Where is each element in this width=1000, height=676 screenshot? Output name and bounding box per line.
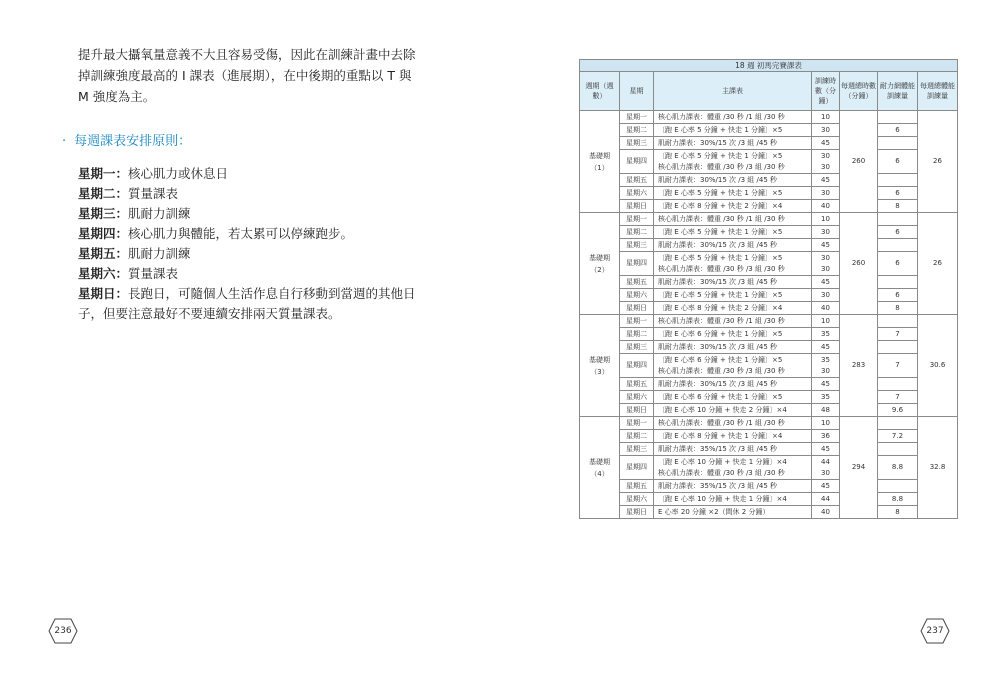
main-cell — [654, 213, 812, 226]
minutes-cell — [812, 404, 840, 417]
main-cell — [654, 252, 812, 276]
minutes-line: 30 — [821, 188, 830, 197]
section-title: · 每週課表安排原則： — [62, 131, 418, 152]
intro-paragraph: 提升最大攝氧量意義不大且容易受傷，因此在訓練計畫中去除掉訓練強度最高的 I 課表（進展期），在中後期的重點以 T 與 M 強度為主。 — [78, 47, 416, 104]
minutes-cell — [812, 213, 840, 226]
day-text: 長跑日，可隨個人生活作息自行移動到當週的其他日子，但要注意最好不要連續安排兩天質量課表。 — [78, 286, 416, 321]
day-cell: 星期四 — [620, 354, 654, 378]
day-cell: 星期四 — [620, 150, 654, 174]
weekly-minutes-cell: 294 — [840, 417, 878, 519]
weekly-load-cell: 26 — [918, 213, 958, 315]
main-line: 〔跑 E 心率 5 分鐘 + 快走 1 分鐘〕×5 — [658, 188, 783, 197]
day-cell: 星期日 — [620, 506, 654, 519]
minutes-line: 44 — [821, 457, 830, 466]
main-cell — [654, 506, 812, 519]
minutes-cell — [812, 289, 840, 302]
minutes-cell — [812, 150, 840, 174]
minutes-line: 40 — [821, 507, 830, 516]
minutes-line: 45 — [821, 444, 830, 453]
day-label: 星期五： — [78, 246, 129, 261]
day-cell: 星期五 — [620, 174, 654, 187]
minutes-line: 10 — [821, 214, 830, 223]
period-label: 基礎期 — [589, 253, 610, 262]
header-weekly-load: 每週總體能訓練量 — [918, 72, 958, 111]
main-cell — [654, 289, 812, 302]
day-label: 星期四： — [78, 226, 129, 241]
minutes-cell — [812, 137, 840, 150]
minutes-cell — [812, 417, 840, 430]
table-row — [580, 239, 958, 252]
day-text: 質量課表 — [128, 266, 179, 281]
minutes-cell — [812, 187, 840, 200]
main-line: 核心肌力課表：體重 /30 秒 /1 組 /30 秒 — [658, 316, 785, 325]
main-line: 〔跑 E 心率 8 分鐘 + 快走 2 分鐘〕×4 — [658, 303, 783, 312]
marathon-training-table — [579, 59, 958, 519]
table-row — [580, 506, 958, 519]
page-number-right: 237 — [920, 618, 950, 644]
main-cell — [654, 341, 812, 354]
minutes-cell — [812, 378, 840, 391]
minutes-cell — [812, 506, 840, 519]
endurance-cell — [878, 378, 918, 391]
endurance-cell — [878, 111, 918, 124]
minutes-cell — [812, 456, 840, 480]
endurance-cell: 6 — [878, 187, 918, 200]
day-cell: 星期日 — [620, 302, 654, 315]
table-row — [580, 341, 958, 354]
minutes-line: 10 — [821, 316, 830, 325]
minutes-line: 30 — [821, 227, 830, 236]
minutes-cell — [812, 391, 840, 404]
day-cell: 星期二 — [620, 226, 654, 239]
main-line: 肌耐力課表：30%/15 次 /3 組 /45 秒 — [658, 175, 778, 184]
day-item — [78, 264, 418, 284]
day-item — [78, 204, 418, 224]
day-text: 質量課表 — [128, 186, 179, 201]
weekly-minutes-cell: 260 — [840, 111, 878, 213]
minutes-line: 45 — [821, 342, 830, 351]
minutes-line: 44 — [821, 494, 830, 503]
day-cell: 星期一 — [620, 417, 654, 430]
table-row — [580, 417, 958, 430]
table-row — [580, 124, 958, 137]
period-label: 基礎期 — [589, 355, 610, 364]
day-cell: 星期二 — [620, 328, 654, 341]
main-cell — [654, 391, 812, 404]
period-cell — [580, 213, 620, 315]
day-cell: 星期五 — [620, 378, 654, 391]
main-cell — [654, 124, 812, 137]
day-cell: 星期六 — [620, 187, 654, 200]
minutes-cell — [812, 480, 840, 493]
minutes-line: 45 — [821, 175, 830, 184]
minutes-cell — [812, 328, 840, 341]
minutes-line: 35 — [821, 329, 830, 338]
table-row — [580, 328, 958, 341]
day-label: 星期六： — [78, 266, 129, 281]
day-item — [78, 164, 418, 184]
minutes-line: 30 — [821, 264, 830, 273]
day-cell: 星期三 — [620, 137, 654, 150]
weekly-minutes-cell: 260 — [840, 213, 878, 315]
table-row — [580, 137, 958, 150]
period-cell — [580, 417, 620, 519]
day-item — [78, 224, 418, 244]
main-line: 核心肌力課表：體重 /30 秒 /3 組 /30 秒 — [658, 468, 785, 477]
main-line: 〔跑 E 心率 5 分鐘 + 快走 1 分鐘〕×5 — [658, 227, 783, 236]
minutes-cell — [812, 124, 840, 137]
endurance-cell — [878, 137, 918, 150]
minutes-line: 30 — [821, 468, 830, 477]
endurance-cell: 7.2 — [878, 430, 918, 443]
main-line: 〔跑 E 心率 5 分鐘 + 快走 1 分鐘〕×5 — [658, 151, 783, 160]
main-cell — [654, 417, 812, 430]
weekly-minutes-cell: 283 — [840, 315, 878, 417]
endurance-cell: 6 — [878, 226, 918, 239]
minutes-line: 30 — [821, 151, 830, 160]
endurance-cell — [878, 443, 918, 456]
main-cell — [654, 226, 812, 239]
main-cell — [654, 187, 812, 200]
table-row — [580, 443, 958, 456]
minutes-line: 45 — [821, 481, 830, 490]
table-caption: 18 週 初馬完賽課表 — [580, 60, 958, 72]
main-line: 肌耐力課表：30%/15 次 /3 組 /45 秒 — [658, 138, 778, 147]
day-cell: 星期六 — [620, 493, 654, 506]
main-line: 〔跑 E 心率 5 分鐘 + 快走 1 分鐘〕×5 — [658, 125, 783, 134]
day-cell: 星期一 — [620, 315, 654, 328]
page-number-left: 236 — [48, 618, 78, 644]
day-item — [78, 244, 418, 264]
minutes-cell — [812, 276, 840, 289]
main-line: 核心肌力課表：體重 /30 秒 /1 組 /30 秒 — [658, 112, 785, 121]
table-row — [580, 174, 958, 187]
minutes-line: 40 — [821, 201, 830, 210]
day-cell: 星期三 — [620, 341, 654, 354]
minutes-line: 10 — [821, 418, 830, 427]
main-line: 〔跑 E 心率 5 分鐘 + 快走 1 分鐘〕×5 — [658, 290, 783, 299]
day-cell: 星期四 — [620, 252, 654, 276]
minutes-cell — [812, 354, 840, 378]
table-row — [580, 480, 958, 493]
table-row — [580, 404, 958, 417]
main-line: 核心肌力課表：體重 /30 秒 /3 組 /30 秒 — [658, 162, 785, 171]
minutes-line: 35 — [821, 355, 830, 364]
day-text: 核心肌力或休息日 — [128, 166, 229, 181]
endurance-cell — [878, 417, 918, 430]
main-cell — [654, 328, 812, 341]
endurance-cell — [878, 315, 918, 328]
main-line: 〔跑 E 心率 8 分鐘 + 快走 1 分鐘〕×4 — [658, 431, 783, 440]
minutes-cell — [812, 493, 840, 506]
endurance-cell — [878, 480, 918, 493]
minutes-cell — [812, 341, 840, 354]
minutes-line: 30 — [821, 162, 830, 171]
main-line: 肌耐力課表：30%/15 次 /3 組 /45 秒 — [658, 342, 778, 351]
endurance-cell: 6 — [878, 124, 918, 137]
period-cell — [580, 315, 620, 417]
table-row — [580, 302, 958, 315]
minutes-line: 45 — [821, 138, 830, 147]
main-line: 〔跑 E 心率 6 分鐘 + 快走 1 分鐘〕×5 — [658, 329, 783, 338]
day-cell: 星期六 — [620, 391, 654, 404]
main-cell — [654, 302, 812, 315]
table-row — [580, 456, 958, 480]
header-main: 主課表 — [654, 72, 812, 111]
endurance-cell: 7 — [878, 328, 918, 341]
main-line: 核心肌力課表：體重 /30 秒 /1 組 /30 秒 — [658, 418, 785, 427]
main-cell — [654, 200, 812, 213]
endurance-cell: 6 — [878, 150, 918, 174]
day-text: 核心肌力與體能，若太累可以停練跑步。 — [128, 226, 354, 241]
minutes-line: 10 — [821, 112, 830, 121]
endurance-cell — [878, 341, 918, 354]
table-row — [580, 391, 958, 404]
table-row — [580, 289, 958, 302]
main-cell — [654, 456, 812, 480]
main-cell — [654, 378, 812, 391]
main-line: E 心率 20 分鐘 ×2（間休 2 分鐘） — [658, 507, 770, 516]
main-line: 核心肌力課表：體重 /30 秒 /3 組 /30 秒 — [658, 366, 785, 375]
table-row — [580, 493, 958, 506]
endurance-cell — [878, 213, 918, 226]
day-cell: 星期五 — [620, 480, 654, 493]
minutes-line: 36 — [821, 431, 830, 440]
minutes-line: 45 — [821, 277, 830, 286]
day-cell: 星期一 — [620, 111, 654, 124]
weekly-principles-list — [78, 164, 418, 324]
main-cell — [654, 430, 812, 443]
endurance-cell — [878, 174, 918, 187]
main-cell — [654, 480, 812, 493]
endurance-cell: 8 — [878, 302, 918, 315]
endurance-cell — [878, 276, 918, 289]
day-text: 肌耐力訓練 — [128, 206, 191, 221]
main-cell — [654, 354, 812, 378]
day-cell: 星期一 — [620, 213, 654, 226]
main-cell — [654, 315, 812, 328]
day-cell: 星期四 — [620, 456, 654, 480]
minutes-line: 40 — [821, 303, 830, 312]
endurance-cell: 7 — [878, 354, 918, 378]
day-cell: 星期二 — [620, 430, 654, 443]
day-cell: 星期五 — [620, 276, 654, 289]
main-line: 核心肌力課表：體重 /30 秒 /3 組 /30 秒 — [658, 264, 785, 273]
table-row — [580, 252, 958, 276]
minutes-cell — [812, 111, 840, 124]
endurance-cell: 7 — [878, 391, 918, 404]
minutes-line: 30 — [821, 125, 830, 134]
header-endurance: 耐力網體能訓練量 — [878, 72, 918, 111]
header-minutes: 訓練時數（分鐘） — [812, 72, 840, 111]
main-cell — [654, 174, 812, 187]
day-cell: 星期三 — [620, 443, 654, 456]
main-line: 核心肌力課表：體重 /30 秒 /1 組 /30 秒 — [658, 214, 785, 223]
table-row — [580, 213, 958, 226]
main-line: 肌耐力課表：30%/15 次 /3 組 /45 秒 — [658, 240, 778, 249]
main-line: 肌耐力課表：30%/15 次 /3 組 /45 秒 — [658, 379, 778, 388]
header-period: 週期（週數） — [580, 72, 620, 111]
period-week: （1） — [590, 163, 609, 172]
table-row — [580, 150, 958, 174]
main-line: 〔跑 E 心率 5 分鐘 + 快走 1 分鐘〕×5 — [658, 253, 783, 262]
main-cell — [654, 276, 812, 289]
main-line: 〔跑 E 心率 6 分鐘 + 快走 1 分鐘〕×5 — [658, 355, 783, 364]
main-cell — [654, 150, 812, 174]
table-row — [580, 226, 958, 239]
main-line: 〔跑 E 心率 8 分鐘 + 快走 2 分鐘〕×4 — [658, 201, 783, 210]
period-cell — [580, 111, 620, 213]
minutes-line: 48 — [821, 405, 830, 414]
day-cell: 星期六 — [620, 289, 654, 302]
day-cell: 星期日 — [620, 200, 654, 213]
minutes-cell — [812, 302, 840, 315]
minutes-line: 45 — [821, 379, 830, 388]
day-cell: 星期日 — [620, 404, 654, 417]
minutes-cell — [812, 315, 840, 328]
main-cell — [654, 111, 812, 124]
main-line: 〔跑 E 心率 10 分鐘 + 快走 1 分鐘〕×4 — [658, 457, 787, 466]
period-week: （3） — [590, 367, 609, 376]
minutes-cell — [812, 252, 840, 276]
table-row — [580, 276, 958, 289]
table-row — [580, 315, 958, 328]
minutes-cell — [812, 174, 840, 187]
main-cell — [654, 404, 812, 417]
minutes-cell — [812, 430, 840, 443]
main-cell — [654, 239, 812, 252]
table-row — [580, 354, 958, 378]
period-label: 基礎期 — [589, 457, 610, 466]
table-row — [580, 430, 958, 443]
minutes-cell — [812, 443, 840, 456]
weekly-load-cell: 26 — [918, 111, 958, 213]
table-row — [580, 200, 958, 213]
main-line: 〔跑 E 心率 10 分鐘 + 快走 1 分鐘〕×4 — [658, 494, 787, 503]
endurance-cell: 6 — [878, 252, 918, 276]
period-label: 基礎期 — [589, 151, 610, 160]
day-label: 星期三： — [78, 206, 129, 221]
header-weekly-minutes: 每週總時數（分鐘） — [840, 72, 878, 111]
training-table-wrap — [579, 59, 957, 519]
main-line: 肌耐力課表：30%/15 次 /3 組 /45 秒 — [658, 277, 778, 286]
minutes-line: 30 — [821, 253, 830, 262]
main-cell — [654, 443, 812, 456]
weekly-load-cell: 32.8 — [918, 417, 958, 519]
period-week: （2） — [590, 265, 609, 274]
day-label: 星期日： — [78, 286, 129, 301]
minutes-cell — [812, 226, 840, 239]
minutes-cell — [812, 200, 840, 213]
main-line: 〔跑 E 心率 6 分鐘 + 快走 1 分鐘〕×5 — [658, 392, 783, 401]
day-cell: 星期二 — [620, 124, 654, 137]
bullet-icon: · — [62, 134, 67, 149]
weekly-load-cell: 30.6 — [918, 315, 958, 417]
main-cell — [654, 137, 812, 150]
endurance-cell — [878, 239, 918, 252]
minutes-cell — [812, 239, 840, 252]
minutes-line: 45 — [821, 240, 830, 249]
day-item — [78, 284, 418, 324]
day-item — [78, 184, 418, 204]
endurance-cell: 6 — [878, 289, 918, 302]
main-line: 肌耐力課表：35%/15 次 /3 組 /45 秒 — [658, 444, 778, 453]
minutes-line: 30 — [821, 366, 830, 375]
endurance-cell: 8 — [878, 200, 918, 213]
endurance-cell: 8.8 — [878, 456, 918, 480]
endurance-cell: 8.8 — [878, 493, 918, 506]
table-body — [580, 111, 958, 519]
day-text: 肌耐力訓練 — [128, 246, 191, 261]
main-cell — [654, 493, 812, 506]
table-row — [580, 111, 958, 124]
main-line: 肌耐力課表：35%/15 次 /3 組 /45 秒 — [658, 481, 778, 490]
day-label: 星期一： — [78, 166, 129, 181]
minutes-line: 30 — [821, 290, 830, 299]
table-row — [580, 378, 958, 391]
header-day: 星期 — [620, 72, 654, 111]
day-cell: 星期三 — [620, 239, 654, 252]
endurance-cell: 8 — [878, 506, 918, 519]
period-week: （4） — [590, 469, 609, 478]
main-line: 〔跑 E 心率 10 分鐘 + 快走 2 分鐘〕×4 — [658, 405, 787, 414]
day-label: 星期二： — [78, 186, 129, 201]
minutes-line: 35 — [821, 392, 830, 401]
table-row — [580, 187, 958, 200]
endurance-cell: 9.6 — [878, 404, 918, 417]
left-page — [62, 44, 418, 324]
